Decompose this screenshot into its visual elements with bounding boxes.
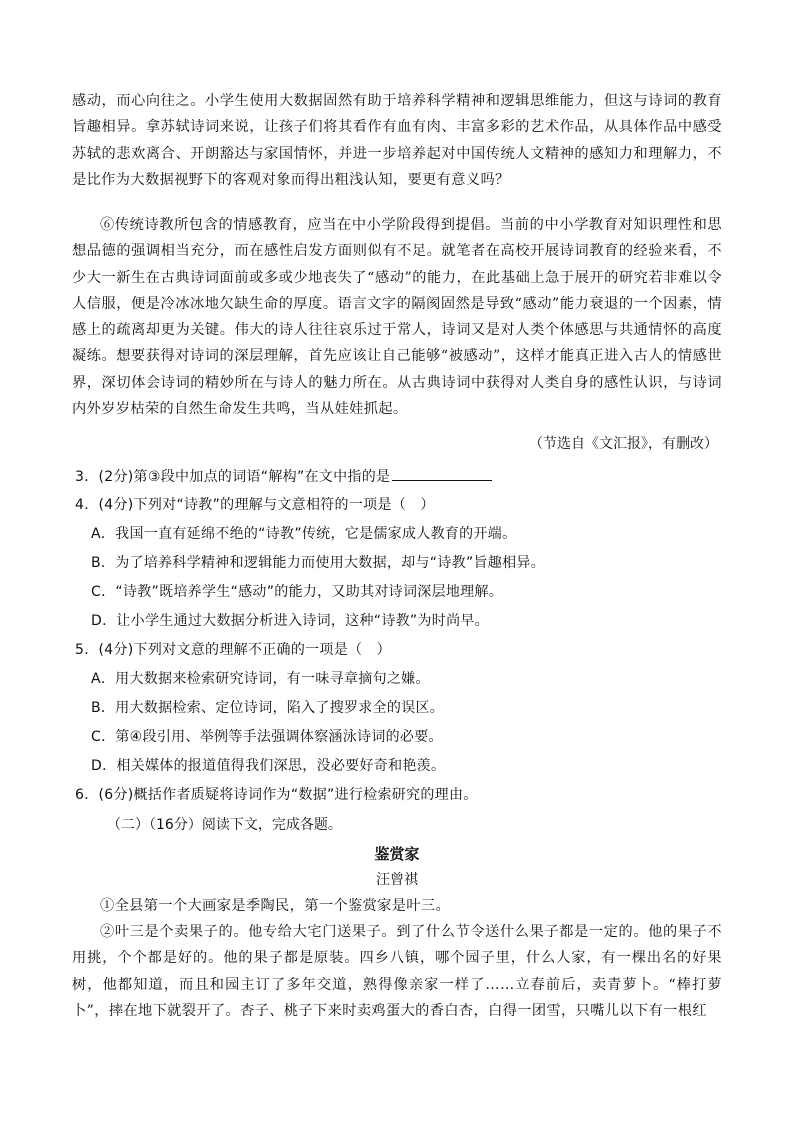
- question-5-option-b: B．用大数据检索、定位诗词，陷入了搜罗求全的误区。: [91, 700, 445, 716]
- question-5-option-d: D．相关媒体的报道值得我们深思，没必要好奇和艳羡。: [91, 758, 446, 774]
- article-paragraph-2: ②叶三是个卖果子的。他专给大宅门送果子。到了什么节令送什么果子都是一定的。他的果子不用挑，个个都是好的。他的果子都是原装。四乡八镇，哪个园子里，什么人家，有一棵出名的好果树，他都知道，而且和园主订了多年交道，熟得像亲家一样了……立春前后，卖青萝卜。“棒打萝卜”，摔在地下就裂开了。杏子、桃子下来时卖鸡蛋大的香白杏，白得一团雪，只嘴儿以下有一根红: [72, 924, 722, 1019]
- article-paragraph-1: ①全县第一个大画家是季陶民，第一个鉴赏家是叶三。: [100, 898, 451, 914]
- article-title: 鉴赏家: [374, 845, 420, 863]
- question-4-option-c: C．“诗教”既培养学生“感动”的能力，又助其对诗词深层地理解。: [91, 584, 504, 600]
- question-5-option-a: A．用大数据来检索研究诗词，有一味寻章摘句之嫌。: [91, 671, 430, 687]
- question-4-option-b: B．为了培养科学精神和逻辑能力而使用大数据，却与“诗教”旨趣相异。: [91, 555, 546, 571]
- passage-paragraph-6: ⑥传统诗教所包含的情感教育，应当在中小学阶段得到提倡。当前的中小学教育对知识理性和思想品德的强调相当充分，而在感性启发方面则似有不足。就笔者在高校开展诗词教育的经验来看，不少大一新生在古典诗词面前或多或少地丧失了“感动”的能力，在此基础上急于展开的研究若非难以令人信服，便是冷冰冰地欠缺生命的厚度。语言文字的隔阂固然是导致“感动”能力衰退的一个因素，情感上的疏离却更为关键。伟大的诗人往往哀乐过于常人，诗词又是对人类个体感思与共通情怀的高度凝练。想要获得对诗词的深层理解，首先应该让自己能够“被感动”，这样才能真正进入古人的情感世界，深切体会诗词的精妙所在与诗人的魅力所在。从古典诗词中获得对人类自身的感性认识，与诗词内外岁岁枯荣的自然生命发生共鸣，当从娃娃抓起。: [72, 217, 722, 418]
- question-4: 4．(4分)下列对“诗教”的理解与文意相符的一项是（ ）: [75, 497, 435, 513]
- question-5-option-c: C．第④段引用、举例等手法强调体察涵泳诗词的必要。: [91, 729, 443, 745]
- question-4-option-d: D．让小学生通过大数据分析进入诗词，这种“诗教”为时尚早。: [91, 613, 489, 629]
- passage-paragraph-top: 感动，而心向往之。小学生使用大数据固然有助于培养科学精神和逻辑思维能力，但这与诗词的教育旨趣相异。拿苏轼诗词来说，让孩子们将其看作有血有肉、丰富多彩的艺术作品，从具体作品中感受苏轼的悲欢离合、开朗豁达与家国情怀，并进一步培养起对中国传统人文精神的感知力和理解力，不是比作为大数据视野下的客观对象而得出粗浅认知，要更有意义吗？: [72, 93, 722, 188]
- question-5: 5．(4分)下列对文意的理解不正确的一项是（ ）: [75, 642, 391, 658]
- article-author: 汪曾祺: [376, 872, 418, 888]
- question-3: [75, 466, 492, 487]
- question-6: 6．(6分)概括作者质疑将诗词作为“数据”进行检索研究的理由。: [75, 787, 478, 803]
- source-note: （节选自《文汇报》，有删改）: [529, 436, 718, 452]
- question-4-option-a: A．我国一直有延绵不绝的“诗教”传统，它是儒家成人教育的开端。: [91, 526, 517, 542]
- question-3-text: 3．(2分)第③段中加点的词语“解构”在文中指的是: [75, 469, 391, 485]
- answer-blank: [392, 466, 492, 481]
- section-heading: （二）（16分）阅读下文，完成各题。: [107, 817, 342, 833]
